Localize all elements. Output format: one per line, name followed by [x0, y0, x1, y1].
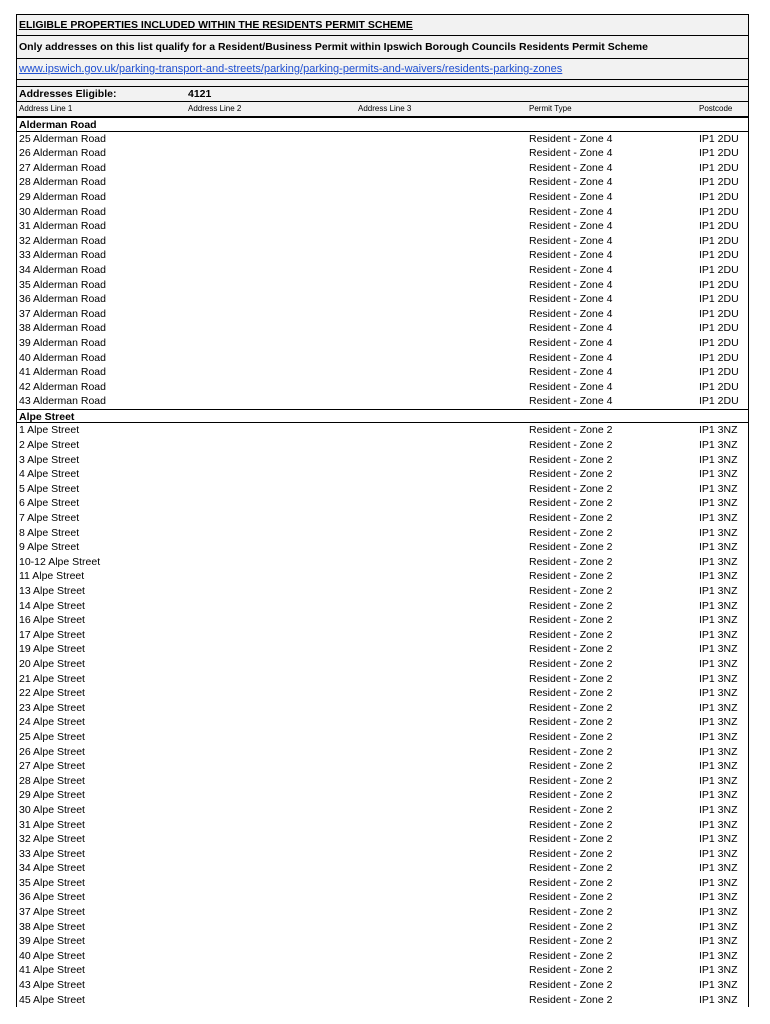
col-permit-type: Permit Type: [529, 104, 572, 113]
postcode: IP1 3NZ: [699, 760, 738, 773]
table-row: [17, 175, 748, 190]
table-row: [17, 351, 748, 366]
postcode: IP1 3NZ: [699, 789, 738, 802]
permit-type: Resident - Zone 2: [529, 993, 613, 1006]
postcode: IP1 3NZ: [699, 949, 738, 962]
table-row: [17, 759, 748, 774]
postcode: IP1 3NZ: [699, 643, 738, 656]
table-row: [17, 949, 748, 964]
address-line-1: 32 Alpe Street: [19, 833, 85, 846]
address-line-1: 38 Alderman Road: [19, 322, 106, 335]
permit-type: Resident - Zone 4: [529, 249, 613, 262]
permit-type: Resident - Zone 2: [529, 672, 613, 685]
permit-type: Resident - Zone 4: [529, 395, 613, 408]
permit-type: Resident - Zone 2: [529, 482, 613, 495]
permit-type: Resident - Zone 4: [529, 176, 613, 189]
address-line-1: 30 Alderman Road: [19, 205, 106, 218]
permit-type: Resident - Zone 2: [529, 818, 613, 831]
postcode: IP1 3NZ: [699, 935, 738, 948]
permit-type: Resident - Zone 2: [529, 657, 613, 670]
address-line-1: 19 Alpe Street: [19, 643, 85, 656]
address-line-1: 22 Alpe Street: [19, 687, 85, 700]
address-line-1: 6 Alpe Street: [19, 497, 80, 510]
table-row: [17, 672, 748, 687]
postcode: IP1 2DU: [699, 366, 739, 379]
postcode: IP1 3NZ: [699, 730, 738, 743]
table-row: [17, 905, 748, 920]
permit-type: Resident - Zone 2: [529, 701, 613, 714]
table-row: [17, 920, 748, 935]
address-line-1: 25 Alderman Road: [19, 132, 106, 145]
page-subtitle: Only addresses on this list qualify for a Resident/Business Permit within Ipswich Borough Councils Residents Permit Scheme: [17, 36, 748, 59]
permit-type: Resident - Zone 2: [529, 745, 613, 758]
address-line-1: 11 Alpe Street: [19, 570, 85, 583]
table-row: [17, 803, 748, 818]
permit-type: Resident - Zone 2: [529, 847, 613, 860]
permit-type: Resident - Zone 4: [529, 307, 613, 320]
address-line-1: 39 Alpe Street: [19, 935, 85, 948]
postcode: IP1 2DU: [699, 161, 739, 174]
permit-type: Resident - Zone 4: [529, 351, 613, 364]
postcode: IP1 2DU: [699, 234, 739, 247]
permit-type: Resident - Zone 2: [529, 803, 613, 816]
postcode: IP1 3NZ: [699, 687, 738, 700]
table-row: [17, 132, 748, 147]
address-line-1: 13 Alpe Street: [19, 585, 85, 597]
table-row: [17, 569, 748, 584]
address-line-1: 33 Alderman Road: [19, 249, 106, 262]
table-row: [17, 161, 748, 176]
address-line-1: 23 Alpe Street: [19, 701, 85, 714]
permit-type: Resident - Zone 2: [529, 774, 613, 787]
postcode: IP1 2DU: [699, 147, 739, 160]
col-postcode: Postcode: [699, 104, 733, 113]
address-line-1: 31 Alderman Road: [19, 220, 106, 233]
eligible-count: 4121: [188, 88, 212, 100]
eligible-label: Addresses Eligible:: [19, 88, 117, 100]
page-title: ELIGIBLE PROPERTIES INCLUDED WITHIN THE RESIDENTS PERMIT SCHEME: [17, 15, 748, 36]
table-row: [17, 438, 748, 453]
postcode: IP1 3NZ: [699, 701, 738, 714]
postcode: IP1 3NZ: [699, 555, 738, 568]
postcode: IP1 2DU: [699, 220, 739, 233]
table-row: [17, 599, 748, 614]
table-row: [17, 890, 748, 905]
postcode: IP1 2DU: [699, 176, 739, 189]
table-row: [17, 818, 748, 833]
table-row: [17, 963, 748, 978]
permit-type: Resident - Zone 2: [529, 920, 613, 933]
address-line-1: 27 Alpe Street: [19, 760, 85, 773]
permit-type: Resident - Zone 2: [529, 643, 613, 656]
postcode: IP1 3NZ: [699, 964, 738, 977]
table-row: [17, 540, 748, 555]
address-line-1: 9 Alpe Street: [19, 541, 80, 554]
table-row: [17, 701, 748, 716]
table-row: [17, 774, 748, 789]
permit-type: Resident - Zone 4: [529, 293, 613, 306]
table-row: [17, 453, 748, 468]
postcode: IP1 3NZ: [699, 993, 738, 1006]
address-line-1: 43 Alderman Road: [19, 395, 106, 408]
address-table: [16, 117, 749, 1007]
postcode: IP1 3NZ: [699, 439, 738, 452]
address-line-1: 36 Alderman Road: [19, 293, 106, 306]
postcode: IP1 3NZ: [699, 774, 738, 787]
permit-type: Resident - Zone 4: [529, 190, 613, 203]
permit-type: Resident - Zone 2: [529, 453, 613, 466]
table-row: [17, 555, 748, 570]
permit-type: Resident - Zone 2: [529, 935, 613, 948]
permit-type: Resident - Zone 4: [529, 220, 613, 233]
address-line-1: 28 Alderman Road: [19, 176, 106, 189]
table-row: [17, 730, 748, 745]
table-row: [17, 876, 748, 891]
table-row: [17, 978, 748, 993]
permit-type: Resident - Zone 2: [529, 687, 613, 700]
permit-type: Resident - Zone 2: [529, 555, 613, 568]
address-line-1: 35 Alpe Street: [19, 876, 85, 889]
postcode: IP1 2DU: [699, 395, 739, 408]
permit-type: Resident - Zone 2: [529, 964, 613, 977]
postcode: IP1 2DU: [699, 293, 739, 306]
postcode: IP1 3NZ: [699, 628, 738, 641]
postcode: IP1 2DU: [699, 190, 739, 203]
postcode: IP1 3NZ: [699, 818, 738, 831]
postcode: IP1 2DU: [699, 322, 739, 335]
table-row: [17, 336, 748, 351]
permit-type: Resident - Zone 2: [529, 599, 613, 612]
address-line-1: 34 Alderman Road: [19, 263, 106, 276]
address-line-1: 29 Alderman Road: [19, 190, 106, 203]
table-row: [17, 248, 748, 263]
address-line-1: 16 Alpe Street: [19, 614, 85, 627]
address-line-1: 20 Alpe Street: [19, 657, 85, 670]
postcode: IP1 3NZ: [699, 482, 738, 495]
table-row: [17, 993, 748, 1008]
postcode: IP1 3NZ: [699, 920, 738, 933]
permit-type: Resident - Zone 4: [529, 205, 613, 218]
address-line-1: 28 Alpe Street: [19, 774, 85, 787]
permit-type: Resident - Zone 2: [529, 424, 613, 437]
postcode: IP1 2DU: [699, 249, 739, 262]
address-line-1: 42 Alderman Road: [19, 380, 106, 393]
permit-type: Resident - Zone 2: [529, 862, 613, 875]
permit-type: Resident - Zone 2: [529, 628, 613, 641]
address-line-1: 30 Alpe Street: [19, 803, 85, 816]
permit-type: Resident - Zone 2: [529, 949, 613, 962]
permit-type: Resident - Zone 4: [529, 380, 613, 393]
table-row: [17, 788, 748, 803]
table-row: [17, 482, 748, 497]
permit-sheet: [16, 14, 749, 1007]
table-row: [17, 278, 748, 293]
table-row: [17, 745, 748, 760]
permit-type: Resident - Zone 2: [529, 614, 613, 627]
table-row: [17, 613, 748, 628]
address-line-1: 4 Alpe Street: [19, 468, 80, 481]
residents-parking-link[interactable]: www.ipswich.gov.uk/parking-transport-and-streets/parking/parking-permits-and-waivers/residents-parking-zones: [17, 59, 748, 80]
table-row: [17, 234, 748, 249]
address-line-1: 2 Alpe Street: [19, 439, 80, 452]
postcode: IP1 2DU: [699, 380, 739, 393]
table-row: [17, 657, 748, 672]
permit-type: Resident - Zone 4: [529, 234, 613, 247]
table-row: [17, 934, 748, 949]
permit-type: Resident - Zone 2: [529, 760, 613, 773]
postcode: IP1 3NZ: [699, 541, 738, 554]
table-row: [17, 205, 748, 220]
postcode: IP1 2DU: [699, 307, 739, 320]
address-line-1: 24 Alpe Street: [19, 716, 85, 729]
table-row: [17, 861, 748, 876]
address-line-1: 38 Alpe Street: [19, 920, 85, 933]
permit-type: Resident - Zone 4: [529, 263, 613, 276]
address-line-1: 25 Alpe Street: [19, 730, 85, 743]
permit-type: Resident - Zone 2: [529, 716, 613, 729]
col-address-line-3: Address Line 3: [358, 104, 412, 113]
postcode: IP1 3NZ: [699, 906, 738, 919]
address-line-1: 3 Alpe Street: [19, 453, 80, 466]
address-line-1: 26 Alpe Street: [19, 745, 85, 758]
table-row: [17, 146, 748, 161]
address-line-1: 36 Alpe Street: [19, 891, 85, 904]
address-line-1: 37 Alderman Road: [19, 307, 106, 320]
table-row: [17, 628, 748, 643]
permit-type: Resident - Zone 2: [529, 468, 613, 481]
sheet-header: [16, 14, 749, 87]
postcode: IP1 3NZ: [699, 716, 738, 729]
address-line-1: 29 Alpe Street: [19, 789, 85, 802]
permit-type: Resident - Zone 4: [529, 322, 613, 335]
postcode: IP1 3NZ: [699, 526, 738, 539]
table-row: [17, 496, 748, 511]
table-row: [17, 307, 748, 322]
table-row: [17, 365, 748, 380]
header-spacer: [17, 80, 748, 87]
table-row: [17, 394, 748, 409]
permit-type: Resident - Zone 2: [529, 526, 613, 539]
postcode: IP1 3NZ: [699, 862, 738, 875]
table-row: [17, 467, 748, 482]
postcode: IP1 3NZ: [699, 657, 738, 670]
permit-type: Resident - Zone 2: [529, 979, 613, 992]
postcode: IP1 2DU: [699, 351, 739, 364]
postcode: IP1 3NZ: [699, 979, 738, 992]
permit-type: Resident - Zone 2: [529, 730, 613, 743]
permit-type: Resident - Zone 2: [529, 541, 613, 554]
postcode: IP1 3NZ: [699, 891, 738, 904]
permit-type: Resident - Zone 2: [529, 497, 613, 510]
address-line-1: 41 Alpe Street: [19, 964, 85, 977]
col-address-line-1: Address Line 1: [19, 104, 73, 113]
address-line-1: 34 Alpe Street: [19, 862, 85, 875]
postcode: IP1 3NZ: [699, 497, 738, 510]
permit-type: Resident - Zone 4: [529, 278, 613, 291]
permit-type: Resident - Zone 4: [529, 132, 613, 145]
permit-type: Resident - Zone 2: [529, 833, 613, 846]
postcode: IP1 3NZ: [699, 599, 738, 612]
postcode: IP1 3NZ: [699, 876, 738, 889]
column-headers: [16, 102, 749, 117]
permit-type: Resident - Zone 2: [529, 585, 613, 597]
permit-type: Resident - Zone 4: [529, 147, 613, 160]
postcode: IP1 2DU: [699, 336, 739, 349]
address-line-1: 43 Alpe Street: [19, 979, 85, 992]
permit-type: Resident - Zone 4: [529, 161, 613, 174]
address-line-1: 32 Alderman Road: [19, 234, 106, 247]
permit-type: Resident - Zone 4: [529, 336, 613, 349]
table-row: [17, 263, 748, 278]
col-address-line-2: Address Line 2: [188, 104, 242, 113]
table-row: [17, 715, 748, 730]
address-line-1: 14 Alpe Street: [19, 599, 85, 612]
address-line-1: 5 Alpe Street: [19, 482, 80, 495]
postcode: IP1 3NZ: [699, 847, 738, 860]
postcode: IP1 3NZ: [699, 672, 738, 685]
eligible-summary: [16, 87, 749, 102]
table-row: [17, 511, 748, 526]
table-row: [17, 219, 748, 234]
address-line-1: 21 Alpe Street: [19, 672, 85, 685]
postcode: IP1 2DU: [699, 263, 739, 276]
permit-type: Resident - Zone 2: [529, 439, 613, 452]
address-line-1: 7 Alpe Street: [19, 512, 80, 525]
postcode: IP1 2DU: [699, 278, 739, 291]
address-line-1: 41 Alderman Road: [19, 366, 106, 379]
table-row: [17, 423, 748, 438]
address-line-1: 8 Alpe Street: [19, 526, 80, 539]
permit-type: Resident - Zone 2: [529, 891, 613, 904]
postcode: IP1 3NZ: [699, 570, 738, 583]
address-line-1: 26 Alderman Road: [19, 147, 106, 160]
postcode: IP1 3NZ: [699, 614, 738, 627]
address-line-1: 40 Alpe Street: [19, 949, 85, 962]
table-row: [17, 642, 748, 657]
table-row: [17, 584, 748, 599]
postcode: IP1 2DU: [699, 132, 739, 145]
permit-type: Resident - Zone 2: [529, 512, 613, 525]
table-row: [17, 292, 748, 307]
table-row: [17, 321, 748, 336]
address-line-1: 10-12 Alpe Street: [19, 555, 101, 568]
address-line-1: 33 Alpe Street: [19, 847, 85, 860]
table-row: [17, 686, 748, 701]
table-row: [17, 526, 748, 541]
postcode: IP1 3NZ: [699, 512, 738, 525]
address-line-1: 17 Alpe Street: [19, 628, 85, 641]
address-line-1: 31 Alpe Street: [19, 818, 85, 831]
postcode: IP1 3NZ: [699, 803, 738, 816]
postcode: IP1 3NZ: [699, 833, 738, 846]
address-line-1: 27 Alderman Road: [19, 161, 106, 174]
table-row: [17, 847, 748, 862]
street-group-header: Alderman Road: [17, 117, 748, 132]
table-row: [17, 190, 748, 205]
postcode: IP1 3NZ: [699, 424, 738, 437]
address-line-1: 40 Alderman Road: [19, 351, 106, 364]
address-line-1: 45 Alpe Street: [19, 993, 85, 1006]
table-row: [17, 832, 748, 847]
street-group-header: Alpe Street: [17, 409, 748, 424]
permit-type: Resident - Zone 2: [529, 906, 613, 919]
postcode: IP1 3NZ: [699, 453, 738, 466]
address-line-1: 1 Alpe Street: [19, 424, 80, 437]
permit-type: Resident - Zone 2: [529, 570, 613, 583]
permit-type: Resident - Zone 2: [529, 876, 613, 889]
address-line-1: 37 Alpe Street: [19, 906, 85, 919]
postcode: IP1 3NZ: [699, 468, 738, 481]
permit-type: Resident - Zone 2: [529, 789, 613, 802]
postcode: IP1 2DU: [699, 205, 739, 218]
address-line-1: 35 Alderman Road: [19, 278, 106, 291]
table-row: [17, 380, 748, 395]
postcode: IP1 3NZ: [699, 745, 738, 758]
permit-type: Resident - Zone 4: [529, 366, 613, 379]
postcode: IP1 3NZ: [699, 585, 738, 597]
address-line-1: 39 Alderman Road: [19, 336, 106, 349]
